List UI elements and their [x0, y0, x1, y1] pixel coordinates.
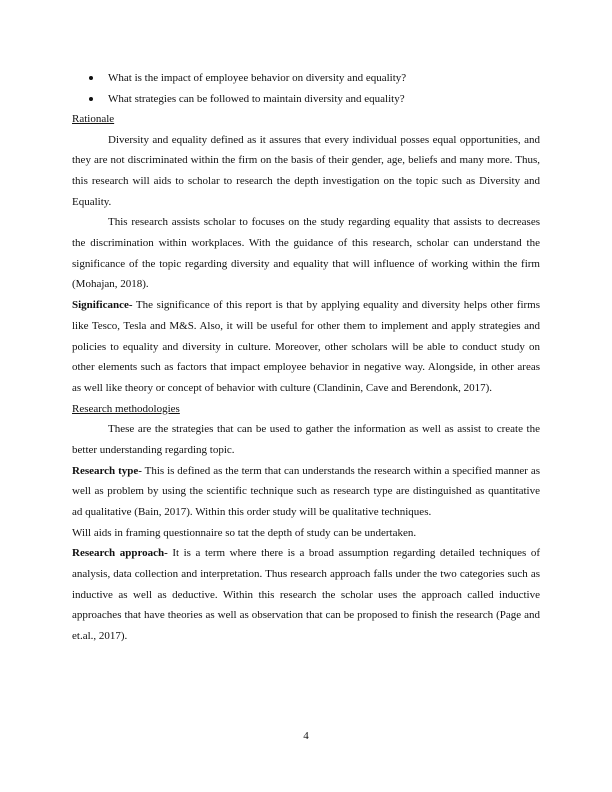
significance-label: Significance- [72, 299, 133, 312]
methodologies-heading: Research methodologies [72, 402, 180, 415]
page-number: 4 [303, 730, 309, 742]
significance-text: The significance of this report is that by applying equality and diversity helps other firms like Tesco, Tesla and M&S. Also, it will be useful for other them to implement and apply strategies and policies to equality and diversity in culture. Moreover, other scholars will be able to conduct study on other elements such as factors that impact employee behavior in negative way. Alongside, in other areas as well like theory or concept of behavior with culture (Clandinin, Cave and Berendonk, 2017). [72, 299, 540, 394]
rationale-paragraph-1: Diversity and equality defined as it assures that every individual posses equal opportunities, and they are not discriminated within the firm on the basis of their gender, age, beliefs and many more. Thus, this research will aids to scholar to research the depth investigation on the topic such as Diversity and Equality. [72, 133, 540, 208]
bullet-text: What strategies can be followed to maintain diversity and equality? [108, 92, 405, 105]
research-type-text: This is defined as the term that can understands the research within a specified manner as well as problem by using the scientific technique such as research type are distinguished as quantitative ad qualitative (Bain, 2017). Within this order study will be qualitative techniques. [72, 464, 540, 518]
bullet-icon [89, 76, 93, 80]
research-approach-paragraph [72, 543, 540, 647]
significance-paragraph [72, 295, 540, 399]
page-content [72, 68, 540, 647]
research-type-label: Research type- [72, 464, 142, 477]
research-approach-label: Research approach- [72, 547, 168, 560]
list-item [72, 68, 540, 89]
methodologies-intro: These are the strategies that can be used to gather the information as well as assist to create the better understanding regarding topic. [72, 423, 540, 456]
research-questions-list [72, 68, 540, 109]
rationale-paragraph-2: This research assists scholar to focuses on the study regarding equality that assists to decreases the discrimination within workplaces. With the guidance of this research, scholar can understand the significance of the topic regarding diversity and equality that will influence of working within the firm (Mohajan, 2018). [72, 216, 540, 291]
research-approach-text: It is a term where there is a broad assumption regarding detailed techniques of analysis, data collection and interpretation. Thus research approach falls under the two categories such as inductive as well as deductive. Within this research the scholar uses the approach called inductive approaches that have theories as well as observation that can be proposed to finish the research (Page and et.al., 2017). [72, 547, 540, 643]
rationale-heading: Rationale [72, 113, 115, 125]
bullet-text: What is the impact of employee behavior on diversity and equality? [108, 72, 407, 84]
research-type-followup: Will aids in framing questionnaire so tat the depth of study can be undertaken. [72, 526, 417, 539]
bullet-icon [89, 97, 93, 101]
list-item [72, 89, 540, 110]
research-type-paragraph [72, 461, 540, 523]
